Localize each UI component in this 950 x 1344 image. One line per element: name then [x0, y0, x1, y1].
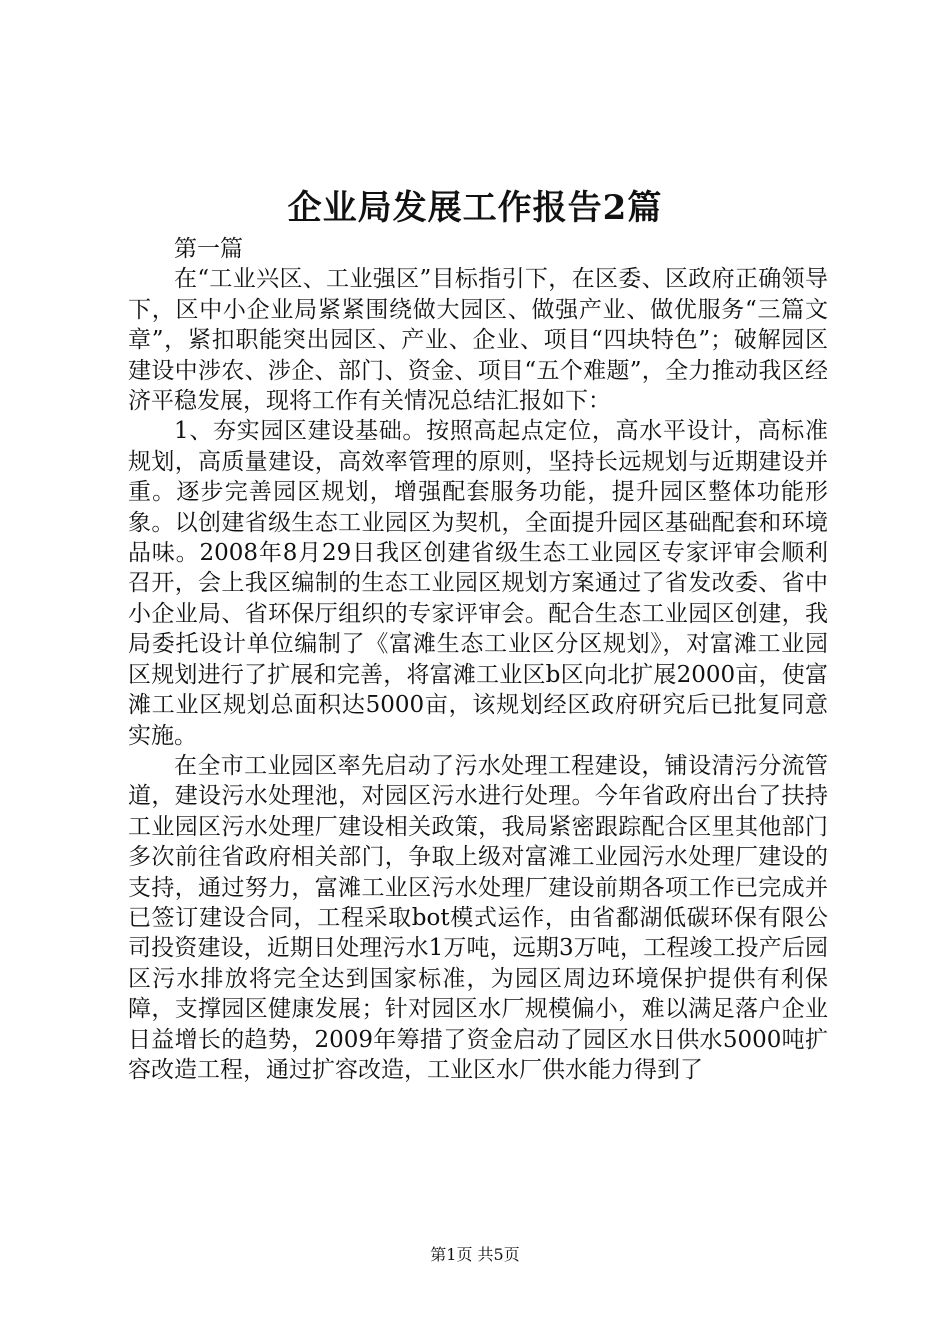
- paragraph-park-construction: 1、夯实园区建设基础。按照高起点定位，高水平设计，高标准规划，高质量建设，高效率管理的原则，坚持长远规划与近期建设并重。逐步完善园区规划，增强配套服务功能，提升园区整体功能形象。以创建省级生态工业园区为契机，全面提升园区基础配套和环境品味。2008年8月29日我区创建省级生态工业园区专家评审会顺利召开，会上我区编制的生态工业园区规划方案通过了省发改委、省中小企业局、省环保厅组织的专家评审会。配合生态工业园区创建，我局委托设计单位编制了《富滩生态工业区分区规划》，对富滩工业园区规划进行了扩展和完善，将富滩工业区b区向北扩展2000亩，使富滩工业区规划总面积达5000亩，该规划经区政府研究后已批复同意实施。: [128, 418, 828, 749]
- paragraph-sewage-treatment: 在全市工业园区率先启动了污水处理工程建设，铺设清污分流管道，建设污水处理池，对园区污水进行处理。今年省政府出台了扶持工业园区污水处理厂建设相关政策，我局紧密跟踪配合区里其他部门多次前往省政府相关部门，争取上级对富滩工业园污水处理厂建设的支持，通过努力，富滩工业区污水处理厂建设前期各项工作已完成并已签订建设合同，工程采取bot模式运作，由省鄱湖低碳环保有限公司投资建设，近期日处理污水1万吨，远期3万吨，工程竣工投产后园区污水排放将完全达到国家标准，为园区周边环境保护提供有利保障，支撑园区健康发展；针对园区水厂规模偏小，难以满足落户企业日益增长的趋势，2009年筹措了资金启动了园区水日供水5000吨扩容改造工程，通过扩容改造，工业区水厂供水能力得到了: [128, 752, 828, 1083]
- document-title: 企业局发展工作报告2篇: [287, 188, 663, 228]
- document-body: [128, 234, 828, 1085]
- section-heading: 第一篇: [174, 236, 243, 262]
- page-footer: 第1页 共5页: [430, 1245, 520, 1264]
- paragraph-intro: 在“工业兴区、工业强区”目标指引下，在区委、区政府正确领导下，区中小企业局紧紧围绕做大园区、做强产业、做优服务“三篇文章”，紧扣职能突出园区、产业、企业、项目“四块特色”；破解园区建设中涉农、涉企、部门、资金、项目“五个难题”，全力推动我区经济平稳发展，现将工作有关情况总结汇报如下：: [128, 266, 828, 415]
